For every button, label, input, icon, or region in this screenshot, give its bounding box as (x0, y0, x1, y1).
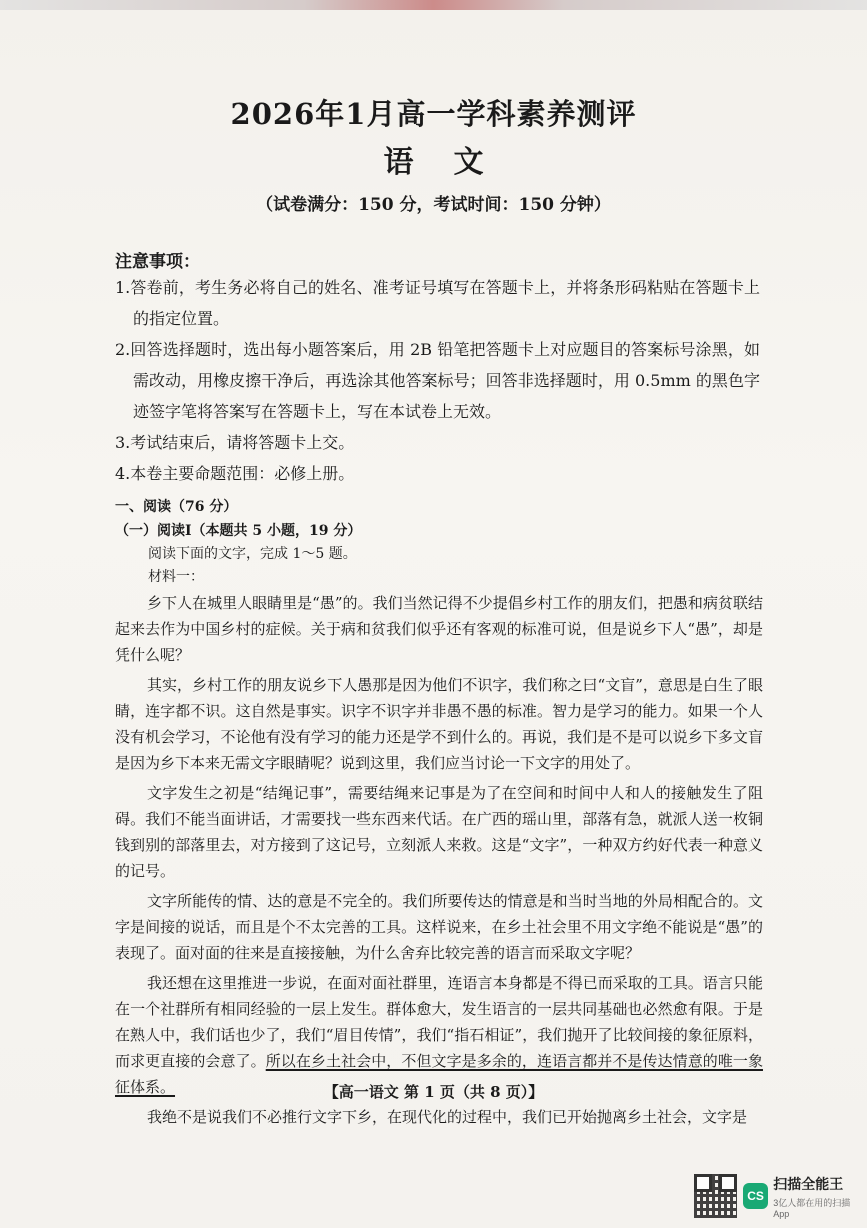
page-footer: 【高一语文 第 1 页（共 8 页）】 (323, 1083, 544, 1101)
scan-edge (0, 0, 867, 10)
reading-instruction: 阅读下面的文字，完成 1～5 题。 (148, 546, 357, 562)
subsection-heading: （一）阅读Ⅰ（本题共 5 小题，19 分） (115, 523, 362, 539)
app-name: 扫描全能王 (773, 1175, 844, 1192)
app-tagline: 3亿人都在用的扫描App (773, 1197, 851, 1219)
notice-list (115, 272, 760, 489)
exam-info: （试卷满分：150 分，考试时间：150 分钟） (256, 195, 611, 215)
passage-paragraph: 乡下人在城里人眼睛里是“愚”的。我们当然记得不少提倡乡村工作的朋友们，把愚和病贫联结起来去作为中国乡村的症候。关于病和贫我们似乎还有客观的标准可说，但是说乡下人“愚”，却是凭什么呢？ (115, 594, 763, 664)
camscanner-logo-icon: CS (743, 1183, 768, 1209)
notice-heading: 注意事项： (115, 252, 200, 272)
exam-title: 2026年1月高一学科素养测评 (230, 97, 637, 131)
passage-paragraph: 文字发生之初是“结绳记事”，需要结绳来记事是为了在空间和时间中人和人的接触发生了阻碍。我们不能当面讲话，才需要找一些东西来代话。在广西的瑶山里，部落有急，就派人送一枚铜钱到别的部落里去，对方接到了这记号，立刻派人来救。这是“文字”，一种双方约好代表一种意义的记号。 (115, 784, 763, 880)
notice-item: 1.答卷前，考生务必将自己的姓名、准考证号填写在答题卡上，并将条形码粘贴在答题卡上的指定位置。 (115, 278, 760, 328)
notice-item: 3.考试结束后，请将答题卡上交。 (115, 433, 355, 452)
passage-paragraph: 我绝不是说我们不必推行文字下乡，在现代化的过程中，我们已开始抛离乡土社会，文字是 (147, 1108, 748, 1126)
underlined-sentence: 所以在乡土社会中，不但文字是多余的，连语言都并不是传达情意的唯一象征体系。 (115, 1052, 763, 1096)
notice-item: 4.本卷主要命题范围：必修上册。 (115, 464, 355, 483)
passage-paragraph: 文字所能传的情、达的意是不完全的。我们所要传达的情意是和当时当地的外局相配合的。文字是间接的说话，而且是个不太完善的工具。这样说来，在乡土社会里不用文字绝不能说是“愚”的表现了。面对面的往来是直接接触，为什么舍弃比较完善的语言而采取文字呢？ (115, 892, 763, 962)
notice-item: 2.回答选择题时，选出每小题答案后，用 2B 铅笔把答题卡上对应题目的答案标号涂黑，如需改动，用橡皮擦干净后，再选涂其他答案标号；回答非选择题时，用 0.5mm 的黑色字迹签字笔将答案写在答题卡上，写在本试卷上无效。 (115, 340, 760, 421)
qr-code-icon (694, 1174, 737, 1218)
subject-title: 语文 (383, 145, 524, 180)
passage (115, 590, 763, 1134)
section-heading: 一、阅读（76 分） (115, 499, 238, 515)
scanner-watermark (694, 1170, 864, 1222)
material-label: 材料一： (148, 569, 204, 585)
passage-sentence: 我还想在这里推进一步说，在面对面社群里，连语言本身都是不得已而采取的工具。语言只能在一个社群所有相同经验的一层上发生。群体愈大，发生语言的一层共同基础也必然愈有限。于是在熟人中，我们话也少了，我们“眉目传情”，我们“指石相证”，我们抛开了比较间接的象征原料，而求更直接的会意了。 (115, 974, 763, 1070)
passage-paragraph: 其实，乡村工作的朋友说乡下人愚那是因为他们不识字，我们称之曰“文盲”，意思是白生了眼睛，连字都不识。这自然是事实。识字不识字并非愚不愚的标准。智力是学习的能力。如果一个人没有机会学习，不论他有没有学习的能力还是学不到什么的。再说，我们是不是可以说乡下多文盲是因为乡下本来无需文字眼睛呢？说到这里，我们应当讨论一下文字的用处了。 (115, 676, 763, 772)
